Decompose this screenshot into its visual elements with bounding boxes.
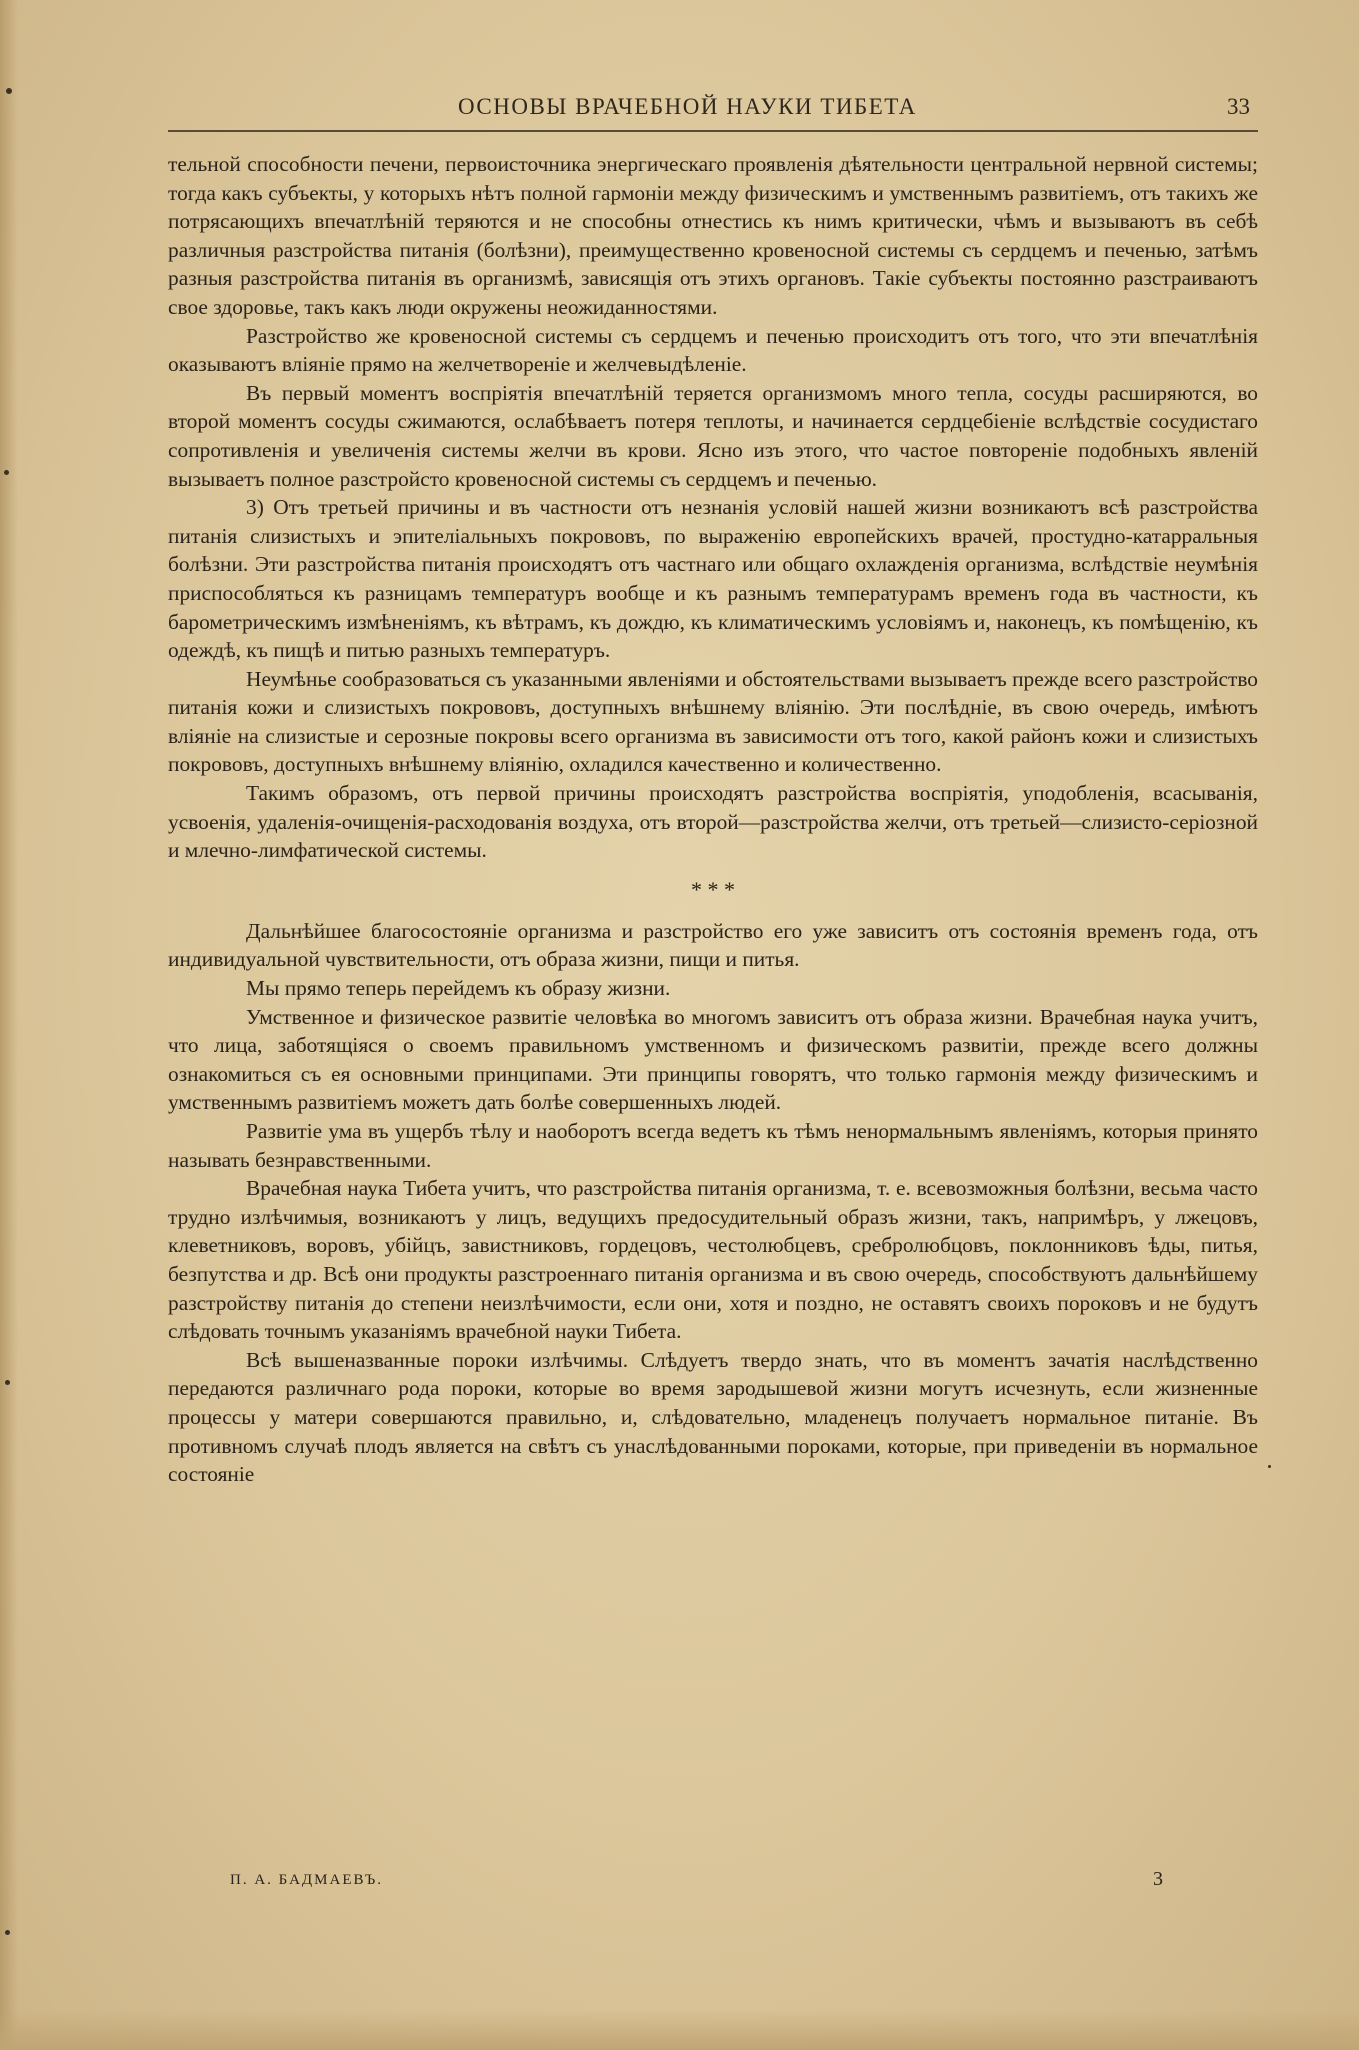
paragraph: Неумѣнье сообразоваться съ указанными явленіями и обстоятельствами вызываетъ прежде всего разстройство питанія кожи и слизистыхъ покрововъ, доступныхъ внѣшнему вліянію. Эти послѣдніе, въ свою очередь, имѣютъ вліяніе на слизистые и серозные покровы всего организма въ зависимости отъ того, какой районъ кожи и слизистыхъ покрововъ, доступныхъ внѣшнему вліянію, охладился качественно и количественно. — [168, 666, 1258, 777]
paragraph: Врачебная наука Тибета учитъ, что разстройства питанія организма, т. е. всевозможныя болѣзни, весьма часто трудно излѣчимыя, возникаютъ у лицъ, ведущихъ предосудительный образъ жизни, такъ, напримѣръ, у лжецовъ, клеветниковъ, воровъ, убійцъ, завистниковъ, гордецовъ, честолюбцевъ, сребролюбцовъ, поклонниковъ ѣды, питья, безпутства и др. Всѣ они продукты разстроеннаго питанія организма и въ свою очередь, способствуютъ дальнѣйшему разстройству питанія до степени неизлѣчимости, если они, хотя и поздно, не оставятъ своихъ пороковъ и не будутъ слѣдовать точнымъ указаніямъ врачебной науки Тибета. — [168, 1176, 1258, 1344]
paragraph: Такимъ образомъ, отъ первой причины происходятъ разстройства воспріятія, уподобленія, всасыванія, усвоенія, удаленія-очищенія-расходованія воздуха, отъ второй—разстройства желчи, отъ третьей—слизисто-серіозной и млечно-лимфатической системы. — [168, 781, 1258, 863]
ink-speck — [5, 1930, 10, 1935]
ink-speck — [6, 88, 12, 94]
paragraph: Всѣ вышеназванные пороки излѣчимы. Слѣдуетъ твердо знать, что въ моментъ зачатія наслѣдственно передаются различнаго рода пороки, которые во время зародышевой жизни могутъ исчезнуть, если жизненные процессы у матери совершаются правильно, и, слѣдовательно, младенецъ получаетъ нормальное питаніе. Въ противномъ случаѣ плодъ является на свѣтъ съ унаслѣдованными пороками, которые, при приведеніи въ нормальное состояніе — [168, 1347, 1258, 1487]
running-title: ОСНОВЫ ВРАЧЕБНОЙ НАУКИ ТИБЕТА — [458, 94, 917, 119]
page-edge-shadow — [0, 0, 18, 2050]
paragraph: Умственное и физическое развитіе человѣка во многомъ зависитъ отъ образа жизни. Врачебная наука учитъ, что лица, заботящіяся о своемъ правильномъ умственномъ и физическомъ развитіи, прежде всего должны ознакомиться съ ея основными принципами. Эти принципы говорятъ, что только гармонія между физическимъ и умственнымъ развитіемъ можетъ дать болѣе совершенныхъ людей. — [168, 1004, 1258, 1115]
section-separator: * * * — [691, 876, 735, 902]
signature-mark: П. А. БАДМАЕВЪ. — [230, 1872, 384, 1888]
header-rule — [168, 130, 1258, 132]
ink-speck — [5, 1380, 10, 1385]
body-text — [168, 150, 1258, 1489]
sheet-number: 3 — [1153, 1868, 1163, 1890]
paragraph: Мы прямо теперь перейдемъ къ образу жизни. — [246, 976, 671, 1001]
page-bottom-shadow — [0, 2010, 1359, 2050]
paragraph: Разстройство же кровеносной системы съ сердцемъ и печенью происходитъ отъ того, что эти впечатлѣнія оказываютъ вліяніе прямо на желчетвореніе и желчевыдѣленіе. — [168, 323, 1258, 377]
paragraph: 3) Отъ третьей причины и въ частности отъ незнанія условій нашей жизни возникаютъ всѣ разстройства питанія слизистыхъ и эпителіальныхъ покрововъ, по выраженію европейскихъ врачей, простудно-катарральныя болѣзни. Эти разстройства питанія происходятъ отъ частнаго или общаго охлажденія организма, вслѣдствіе неумѣнія приспособляться къ разницамъ температуръ вообще и къ разнымъ температурамъ временъ года въ частности, къ барометрическимъ измѣненіямъ, къ вѣтрамъ, къ дождю, къ климатическимъ условіямъ и, наконецъ, къ помѣщенію, къ одеждѣ, къ пищѣ и питью разныхъ температуръ. — [168, 495, 1258, 663]
page-footer — [168, 1868, 1258, 1902]
ink-speck — [1268, 1465, 1271, 1468]
paragraph: Дальнѣйшее благосостояніе организма и разстройство его уже зависитъ отъ состоянія временъ года, отъ индивидуальной чувствительности, отъ образа жизни, пищи и питья. — [168, 918, 1258, 972]
running-header — [168, 94, 1258, 128]
page-number: 33 — [1227, 94, 1250, 119]
paragraph: Въ первый моментъ воспріятія впечатлѣній теряется организмомъ много тепла, сосуды расширяются, во второй моментъ сосуды сжимаются, ослабѣваетъ потеря теплоты, и начинается сердцебіеніе вслѣдствіе сосудистаго сопротивленія и увеличенія системы желчи въ крови. Ясно изъ этого, что частое повтореніе подобныхъ явленій вызываетъ полное разстройсто кровеносной системы съ сердцемъ и печенью. — [168, 380, 1258, 491]
ink-speck — [4, 470, 9, 475]
paragraph: тельной способности печени, первоисточника энергическаго проявленія дѣятельности центральной нервной системы; тогда какъ субъекты, у которыхъ нѣтъ полной гармоніи между физическимъ и умственнымъ развитіемъ, отъ такихъ же потрясающихъ впечатлѣній теряются и не способны отнестись къ нимъ критически, чѣмъ и вызываютъ въ себѣ различныя разстройства питанія (болѣзни), преимущественно кровеносной системы съ сердцемъ и печенью, затѣмъ разныя разстройства питанія въ организмѣ, зависящія отъ этихъ органовъ. Такіе субъекты постоянно разстраиваютъ свое здоровье, такъ какъ люди окружены неожиданностями. — [168, 152, 1258, 319]
paragraph: Развитіе ума въ ущербъ тѣлу и наоборотъ всегда ведетъ къ тѣмъ ненормальнымъ явленіямъ, которыя принято называть безнравственными. — [168, 1119, 1258, 1172]
